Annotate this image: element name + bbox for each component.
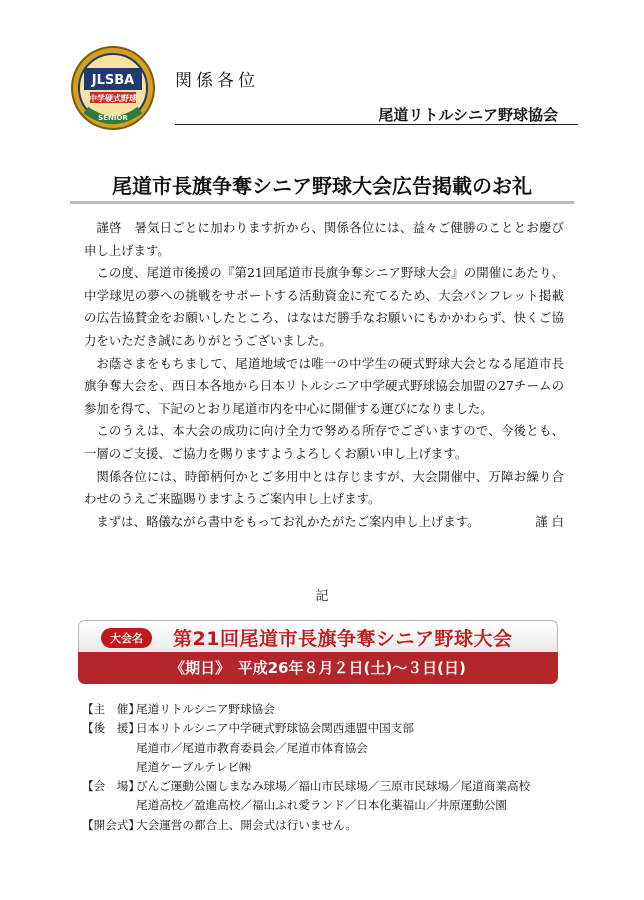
title-underline (70, 201, 574, 204)
closing-text: まずは、略儀ながら書中をもってお礼かたがたご案内申し上げます。 (96, 513, 480, 529)
event-title: 第21回尾道市長旗争奪シニア野球大会 (173, 628, 513, 650)
paragraph: このうえは、本大会の成功に向け全力で努める所存でございますので、今後とも、一層のご支援、ご協力を賜りますようよろしくお願い申し上げます。 (84, 423, 564, 461)
letter-body (84, 217, 564, 533)
detail-row-organizer (82, 700, 530, 719)
jlsba-logo (70, 44, 156, 132)
paragraph: 関係各位には、時節柄何かとご多用中とは存じますが、大会開催中、万障お繰り合わせのうえご来臨賜りますようご案内申し上げます。 (84, 468, 564, 507)
page-title: 尾道市長旗争奪シニア野球大会広告掲載のお礼 (112, 174, 532, 198)
paragraph: お蔭さまをもちまして、尾道地域では唯一の中学生の硬式野球大会となる尾道市長旗争奪大会を、西日本各地から日本リトルシニア中学硬式野球協会加盟の27チームの参加を得て、下記のとおり尾道市内を中心に開催する運びになりました。 (84, 355, 564, 416)
closing-line (84, 511, 564, 534)
svg-text:中学硬式野球: 中学硬式野球 (89, 94, 137, 103)
detail-value: 尾道高校／盈進高校／福山ふれ愛ランド／日本化薬福山／井原運動公園 (136, 798, 508, 813)
closing-word: 謹 白 (535, 513, 564, 529)
detail-value: びんご運動公園しまなみ球場／福山市民球場／三原市民球場／尾道商業高校 (136, 779, 531, 794)
event-name-badge: 大会名 (101, 628, 152, 648)
event-details (82, 700, 530, 835)
event-banner (78, 620, 558, 686)
svg-text:SENIOR: SENIOR (98, 114, 128, 122)
ki-marker: 記 (315, 589, 329, 604)
detail-label: 【開会式】 (82, 817, 140, 832)
detail-value: 尾道市／尾道市教育委員会／尾道市体育協会 (136, 740, 368, 755)
paragraph: 謹啓 暑気日ごとに加わります折から、関係各位には、益々ご健勝のこととお慶び申し上げます。 (84, 220, 564, 258)
svg-text:JLSBA: JLSBA (91, 73, 135, 88)
detail-row-sponsors (82, 719, 530, 777)
detail-value: 尾道ケーブルテレビ㈱ (136, 759, 251, 774)
detail-row-venues (82, 777, 530, 816)
detail-value: 日本リトルシニア中学硬式野球協会関西連盟中国支部 (136, 721, 414, 736)
banner-title-bar (78, 620, 558, 653)
event-date: 《期日》 平成26年８月２日(土)～３日(日) (78, 652, 558, 684)
sender: 尾道リトルシニア野球協会 (378, 106, 558, 124)
detail-label: 【主 催】 (82, 702, 140, 716)
detail-label: 【後 援】 (82, 721, 140, 736)
sender-underline (175, 124, 578, 125)
detail-label: 【会 場】 (82, 779, 140, 794)
detail-value: 大会運営の都合上、開会式は行いません。 (136, 817, 357, 832)
paragraph: この度、尾道市後援の『第21回尾道市長旗争奪シニア野球大会』の開催にあたり、中学球児の夢への挑戦をサポートする活動資金に充てるため、大会パンフレット掲載の広告協賛金をお願いしたところ、はなはだ勝手なお願いにもかかわらず、快くご協力をいただき誠にありがとうございました。 (84, 265, 564, 348)
detail-row-opening-ceremony (82, 816, 530, 835)
recipient: 関係各位 (175, 71, 259, 91)
detail-value: 尾道リトルシニア野球協会 (136, 702, 275, 716)
